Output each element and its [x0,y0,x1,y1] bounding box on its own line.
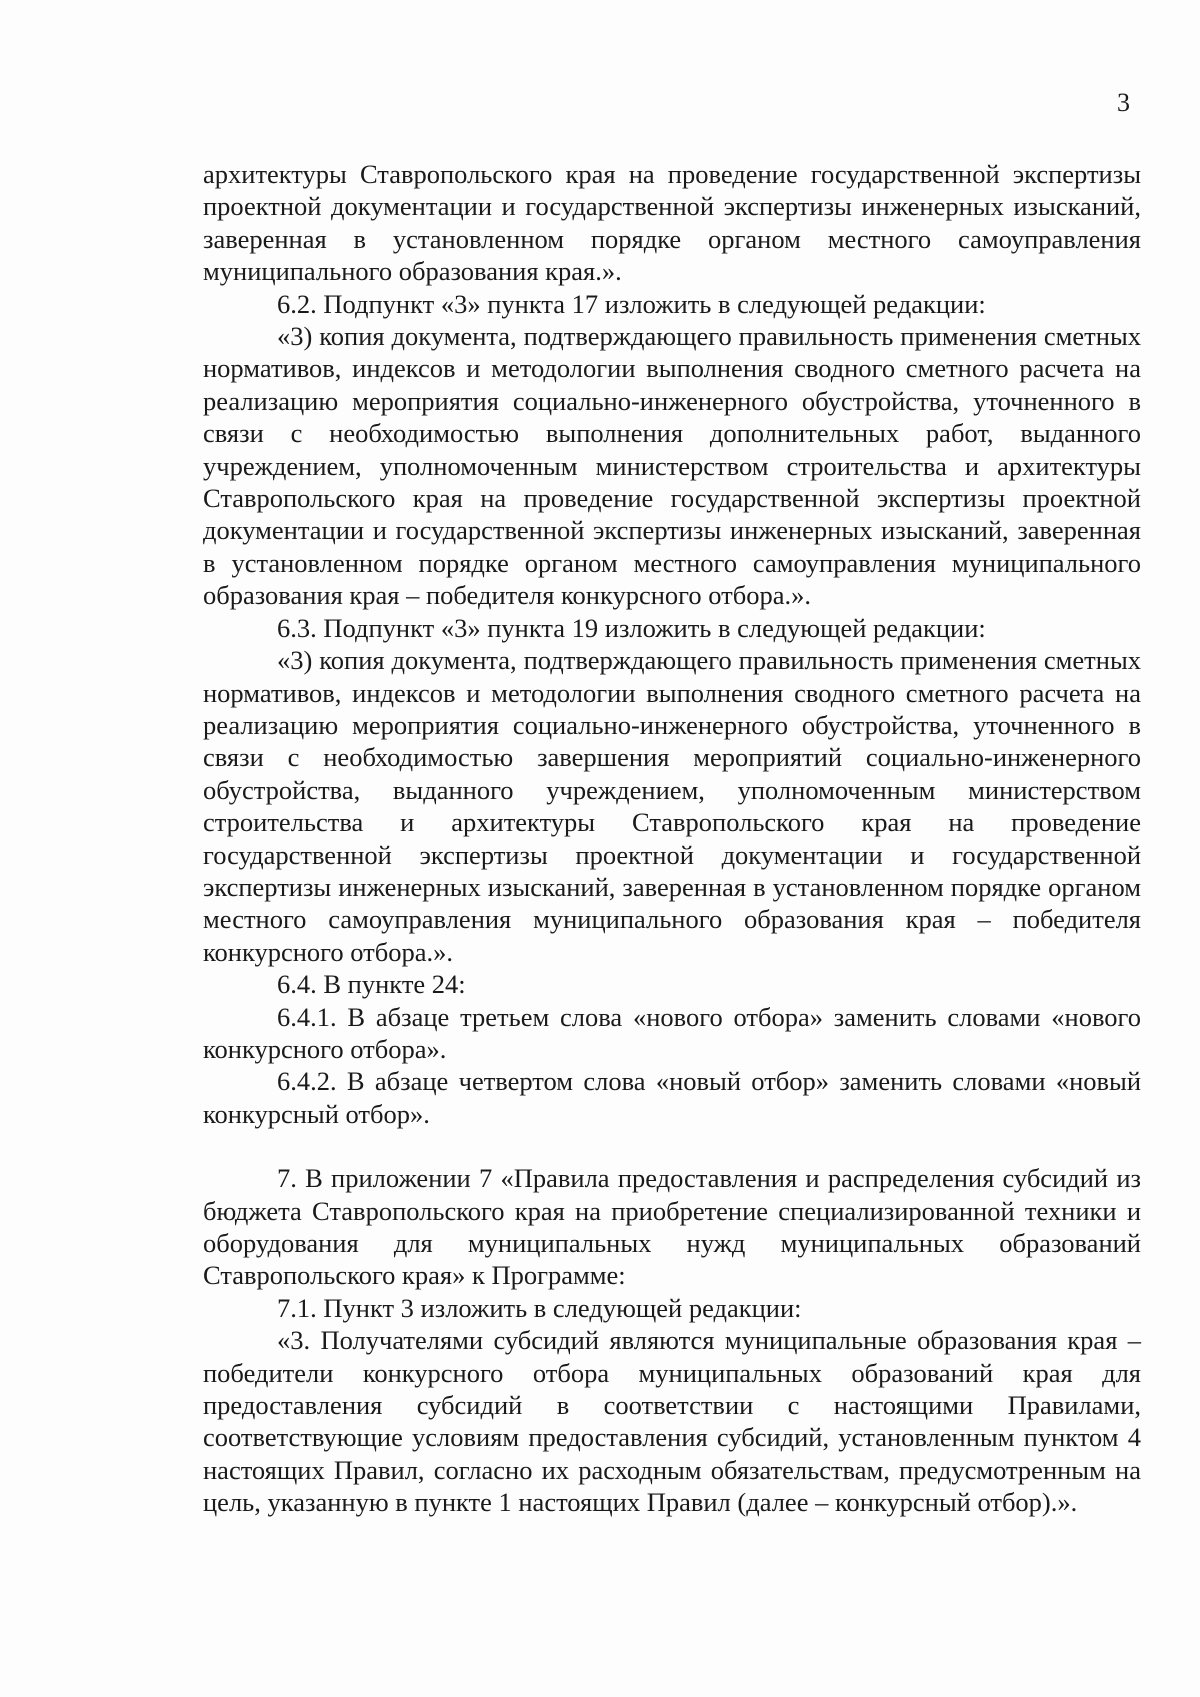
paragraph-6-2: 6.2. Подпункт «3» пункта 17 изложить в следующей редакции: [277,288,986,319]
paragraph-7-1: 7.1. Пункт 3 изложить в следующей редакции: [277,1292,802,1323]
paragraph-6-4-1: 6.4.1. В абзаце третьем слова «нового отбора» заменить словами «нового конкурсного отбора». [203,1001,1141,1064]
paragraph-7: 7. В приложении 7 «Правила предоставления и распределения субсидий из бюджета Ставропольского края на приобретение специализированной техники и оборудования для муниципальных нужд муниципальных образований Ставропольского края» к Программе: [203,1163,1141,1291]
page-number: 3 [1117,88,1130,117]
document-body [203,158,1141,1519]
paragraph-6-3-text: «3) копия документа, подтверждающего правильность применения сметных нормативов, индексов и методологии выполнения сводного сметного расчета на реализацию мероприятия социально-инженерного обустройства, уточненного в связи с необходимостью завершения мероприятий социально-инженерного обустройства, выданного учреждением, уполномоченным министерством строительства и архитектуры Ставропольского края на проведение государственной экспертизы проектной документации и государственной экспертизы инженерных изысканий, заверенная в установленном порядке органом местного самоуправления муниципального образования края – победителя конкурсного отбора.». [203,645,1141,967]
paragraph-continuation: архитектуры Ставропольского края на проведение государственной экспертизы проектной документации и государственной экспертизы инженерных изысканий, заверенная в установленном порядке органом местного самоуправления муниципального образования края.». [203,159,1141,287]
paragraph-6-4-2: 6.4.2. В абзаце четвертом слова «новый отбор» заменить словами «новый конкурсный отбор». [203,1066,1141,1129]
paragraph-7-1-text: «3. Получателями субсидий являются муниципальные образования края – победители конкурсного отбора муниципальных образований края для предоставления субсидий в соответствии с настоящими Правилами, соответствующие условиям предоставления субсидий, установленным пунктом 4 настоящих Правил, согласно их расходным обязательствам, предусмотренным на цель, указанную в пункте 1 настоящих Правил (далее – конкурсный отбор).». [203,1325,1141,1518]
paragraph-6-3: 6.3. Подпункт «3» пункта 19 изложить в следующей редакции: [277,612,986,643]
paragraph-6-2-text: «3) копия документа, подтверждающего правильность применения сметных нормативов, индексов и методологии выполнения сводного сметного расчета на реализацию мероприятия социально-инженерного обустройства, уточненного в связи с необходимостью выполнения дополнительных работ, выданного учреждением, уполномоченным министерством строительства и архитектуры Ставропольского края на проведение государственной экспертизы проектной документации и государственной экспертизы инженерных изысканий, заверенная в установленном порядке органом местного самоуправления муниципального образования края – победителя конкурсного отбора.». [203,321,1141,611]
paragraph-6-4: 6.4. В пункте 24: [277,969,466,1000]
